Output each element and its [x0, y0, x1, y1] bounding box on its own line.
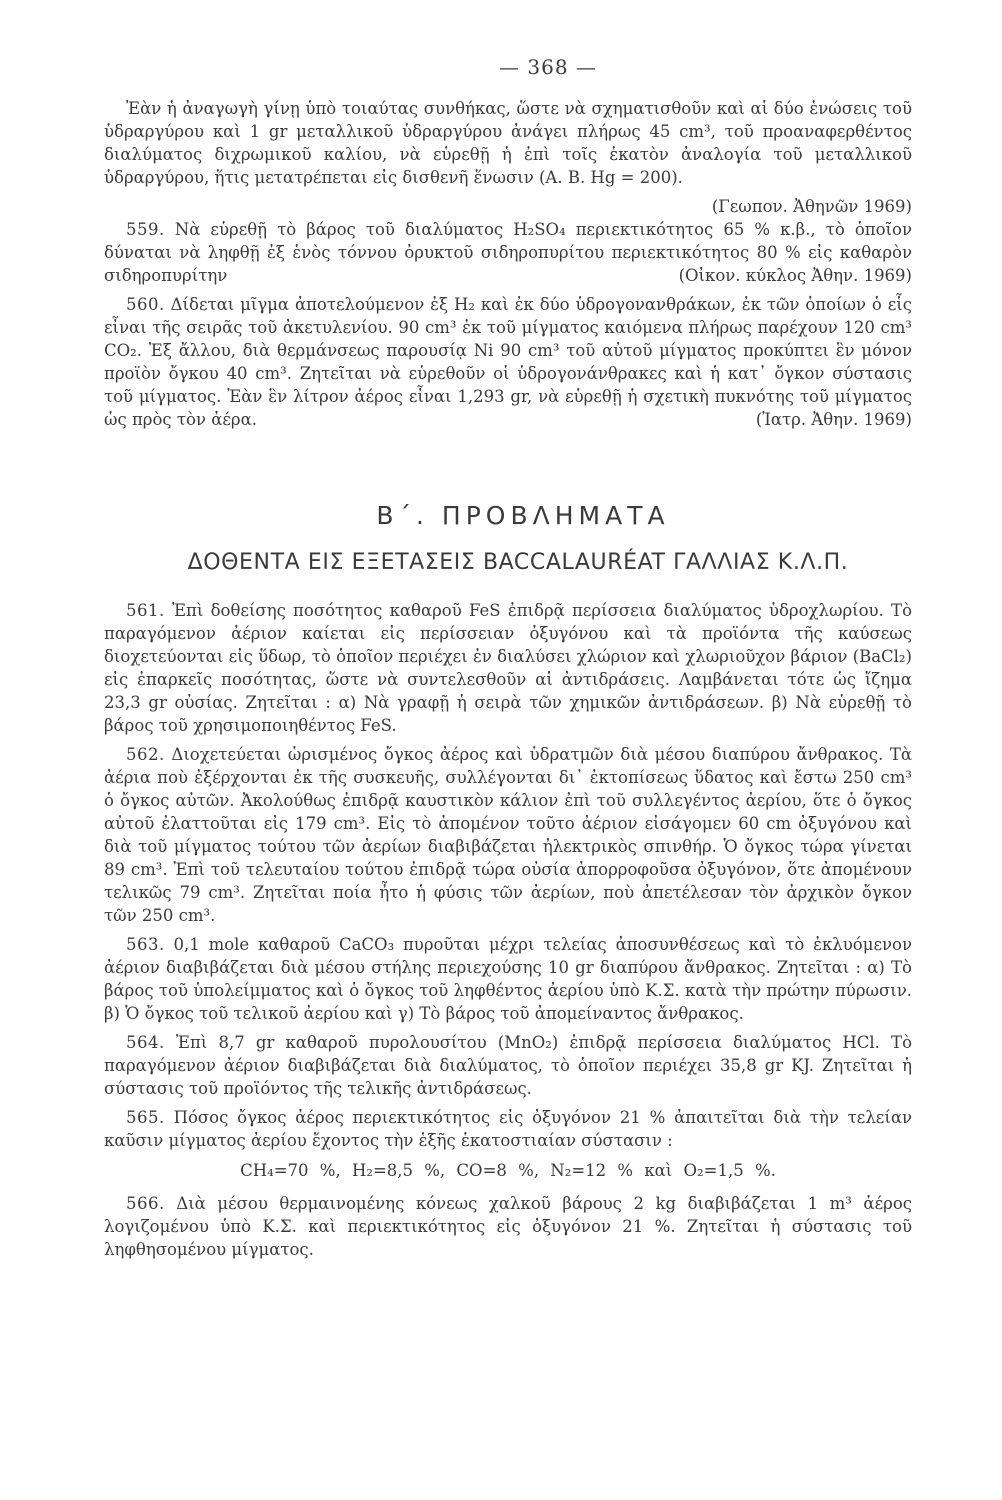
- document-page: [104, 55, 912, 1267]
- problem-561: [104, 599, 912, 737]
- problem-text: Ἐπὶ δοθείσης ποσότητος καθαροῦ FeS ἐπιδρᾷ περίσσεια διαλύματος ὑδροχλωρίου. Τὸ παραγόμενον ἀέριον καίεται εἰς περίσσειαν ὀξυγόνου καὶ τὰ προϊόντα τῆς καύσεως διοχετεύονται εἰς ὕδωρ, τὸ ὁποῖον περιέχει ἐν διαλύσει χλώριον καὶ χλωριοῦχον βάριον (BaCl₂) εἰς ἐπαρκεῖς ποσότητας, ὥστε νὰ συντελεσθοῦν αἱ ἀντιδράσεις. Λαμβάνεται τότε ὡς ἴζημα 23,3 gr οὐσίας. Ζητεῖται : α) Νὰ γραφῇ ἡ σειρὰ τῶν χημικῶν ἀντιδράσεων. β) Νὰ εὑρεθῇ τὸ βάρος τοῦ χρησιμοποιηθέντος FeS.: [104, 601, 912, 735]
- problem-564: [104, 1031, 912, 1100]
- problem-number: 560.: [126, 295, 165, 314]
- problem-563: [104, 933, 912, 1025]
- intro-source: (Γεωπον. Ἀθηνῶν 1969): [711, 197, 912, 216]
- problem-number: 562.: [126, 745, 165, 764]
- problem-text: 0,1 mole καθαροῦ CaCO₃ πυροῦται μέχρι τελείας ἀποσυνθέσεως καὶ τὸ ἐκλυόμενον ἀέριον διαβιβάζεται διὰ μέσου στήλης περιεχούσης 10 gr διαπύρου ἄνθρακος. Ζητεῖται : α) Τὸ βάρος τοῦ ὑπολείμματος καὶ ὁ ὄγκος τοῦ ληφθέντος ἀερίου ὑπὸ Κ.Σ. κατὰ τὴν πρώτην πύρωσιν. β) Ὁ ὄγκος τοῦ τελικοῦ ἀερίου καὶ γ) Τὸ βάρος τοῦ ἀπομείναντος ἄνθρακος.: [104, 935, 912, 1023]
- problem-text: Δίδεται μῖγμα ἀποτελούμενον ἐξ H₂ καὶ ἐκ δύο ὑδρογονανθράκων, ἐκ τῶν ὁποίων ὁ εἷς εἶναι τῆς σειρᾶς τοῦ ἀκετυλενίου. 90 cm³ ἐκ τοῦ μίγματος καιόμενα πλήρως παρέχουν 120 cm³ CO₂. Ἐξ ἄλλου, διὰ θερμάνσεως παρουσίᾳ Ni 90 cm³ τοῦ αὐτοῦ μίγματος προκύπτει ἓν μόνον προϊὸν ὄγκου 40 cm³. Ζητεῖται νὰ εὑρεθοῦν οἱ ὑδρογονάνθρακες καὶ ἡ κατ᾽ ὄγκον σύστασις τοῦ μίγματος. Ἐὰν ἓν λίτρον ἀέρος εἶναι 1,293 gr, νὰ εὑρεθῇ ἡ σχετικὴ πυκνότης τοῦ μίγματος ὡς πρὸς τὸν ἀέρα.: [104, 295, 912, 429]
- problem-number: 561.: [126, 601, 165, 620]
- problem-559: [104, 218, 912, 287]
- problem-text: Διὰ μέσου θερμαινομένης κόνεως χαλκοῦ βάρους 2 kg διαβιβάζεται 1 m³ ἀέρος λογιζομένου ὑπὸ Κ.Σ. καὶ περιεκτικότητος εἰς ὀξυγόνον 21 %. Ζητεῖται ἡ σύστασις τοῦ ληφθησομένου μίγματος.: [104, 1194, 912, 1259]
- problem-number: 563.: [126, 935, 165, 954]
- problem-number: 565.: [126, 1108, 165, 1127]
- problem-560: [104, 293, 912, 431]
- problem-562: [104, 743, 912, 927]
- intro-paragraph: Ἐὰν ἡ ἀναγωγὴ γίνῃ ὑπὸ τοιαύτας συνθήκας, ὥστε νὰ σχηματισθοῦν καὶ αἱ δύο ἑνώσεις τοῦ ὑδραργύρου καὶ 1 gr μεταλλικοῦ ὑδραργύρου ἀνάγει πλήρως 45 cm³, τοῦ προαναφερθέντος διαλύματος διχρωμικοῦ καλίου, νὰ εὑρεθῇ ἡ ἐπὶ τοῖς ἑκατὸν ἀναλογία τοῦ μεταλλικοῦ ὑδραργύρου, ἥτις μετατρέπεται εἰς δισθενῆ ἕνωσιν (Α. Β. Hg = 200).: [104, 99, 912, 187]
- problem-number: 559.: [126, 220, 165, 239]
- problem-number: 566.: [126, 1194, 165, 1213]
- problem-source: (Ἰατρ. Ἀθην. 1969): [755, 410, 912, 429]
- problem-565: [104, 1106, 912, 1152]
- section-title: Β΄. ΠΡΟΒΛΗΜΑΤΑ: [376, 501, 670, 530]
- problem-565-formula: CH₄=70 %, H₂=8,5 %, CO=8 %, N₂=12 % καὶ O₂=1,5 %.: [240, 1161, 776, 1180]
- problem-text: Ἐπὶ 8,7 gr καθαροῦ πυρολουσίτου (MnO₂) ἐπιδρᾷ περίσσεια διαλύματος HCl. Τὸ παραγόμενον ἀέριον διαβιβάζεται διὰ διαλύματος, τὸ ὁποῖον περιέχει 35,8 gr KJ. Ζητεῖται ἡ σύστασις τοῦ προϊόντος τῆς τελικῆς ἀντιδράσεως.: [104, 1033, 912, 1098]
- problem-source: (Οἰκον. κύκλος Ἀθην. 1969): [678, 266, 912, 285]
- section-subtitle: ΔΟΘΕΝΤΑ ΕΙΣ ΕΞΕΤΑΣΕΙΣ BACCALAURÉAT ΓΑΛΛΙΑΣ Κ.Λ.Π.: [187, 550, 849, 575]
- problem-text: Διοχετεύεται ὡρισμένος ὄγκος ἀέρος καὶ ὑδρατμῶν διὰ μέσου διαπύρου ἄνθρακος. Τὰ ἀέρια ποὺ ἐξέρχονται ἐκ τῆς συσκευῆς, συλλέγονται δι᾽ ἐκτοπίσεως ὕδατος καὶ ἔστω 250 cm³ ὁ ὄγκος αὐτῶν. Ἀκολούθως ἐπιδρᾷ καυστικὸν κάλιον ἐπὶ τοῦ συλλεγέντος ἀερίου, ὅτε ὁ ὄγκος αὐτοῦ ἐλαττοῦται εἰς 179 cm³. Εἰς τὸ ἀπομένον τοῦτο ἀέριον εἰσάγομεν 60 cm ὀξυγόνου καὶ διὰ τοῦ μίγματος τούτου τῶν ἀερίων διαβιβάζεται ἠλεκτρικὸς σπινθήρ. Ὁ ὄγκος τώρα γίνεται 89 cm³. Ἐπὶ τοῦ τελευταίου τούτου ἐπιδρᾷ τώρα οὐσία ἀπορροφοῦσα ὀξυγόνον, ὅτε ἀπομένουν τελικῶς 79 cm³. Ζητεῖται ποία ἦτο ἡ φύσις τῶν ἀερίων, ποὺ ἀπετέλεσαν τὸν ἀρχικὸν ὄγκον τῶν 250 cm³.: [104, 745, 912, 925]
- page-number: — 368 —: [499, 55, 597, 79]
- problem-text: Νὰ εὑρεθῇ τὸ βάρος τοῦ διαλύματος H₂SO₄ περιεκτικότητος 65 % κ.β., τὸ ὁποῖον δύναται νὰ ληφθῇ ἐξ ἑνὸς τόννου ὀρυκτοῦ σιδηροπυρίτου περιεκτικότητος 80 % εἰς καθαρὸν σιδηροπυρίτην: [104, 220, 912, 285]
- problem-number: 564.: [126, 1033, 165, 1052]
- problem-566: [104, 1192, 912, 1261]
- problem-text: Πόσος ὄγκος ἀέρος περιεκτικότητος εἰς ὀξυγόνον 21 % ἀπαιτεῖται διὰ τὴν τελείαν καῦσιν μίγματος ἀερίου ἔχοντος τὴν ἑξῆς ἑκατοστιαίαν σύστασιν :: [104, 1108, 912, 1150]
